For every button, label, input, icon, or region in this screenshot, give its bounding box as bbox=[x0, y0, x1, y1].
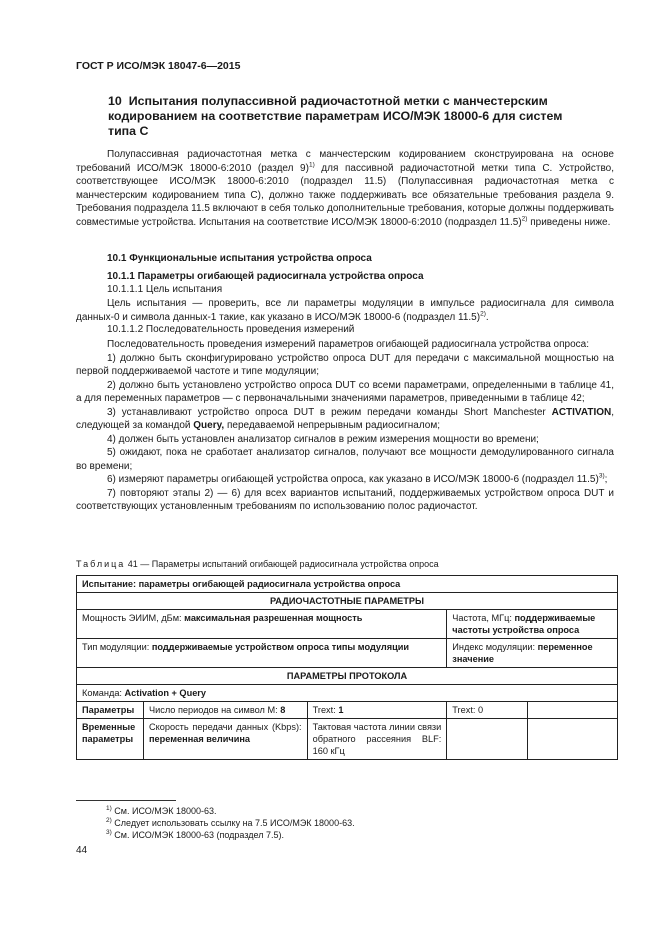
modulation-type-cell: Тип модуляции: поддерживаемые устройством опроса типы модуляции bbox=[77, 639, 447, 668]
procedure-list bbox=[76, 338, 614, 514]
intro-paragraph: Полупассивная радиочастотная метка с манчестерским кодированием сконструирована на основе требований ИСО/МЭК 18000-6:2010 (раздел 9)$^{1)}$ для пассивной радиочастотной метки типа С. Устройство, соответствующее ИСО/МЭК 18000-6:2010 (подраздел 11.5) (Полупассивная радиочастотная метка с манчестерским кодированием типа С), должно также поддерживать все обязательные требования раздела 9. Требования подраздела 11.5 включают в себя только дополнительные требования, которые должны поддерживать совместимые устройства. Испытания на соответствие ИСО/МЭК 18000-6:2010 (подраздел 11.5)$^{2)}$ приведены ниже. bbox=[76, 149, 614, 228]
footnote-3: $^{3)}$ См. ИСО/МЭК 18000-63 (подраздел 7.5). bbox=[106, 829, 284, 840]
frequency-cell: Частота, МГц: поддерживаемые частоты устройства опроса bbox=[447, 610, 618, 639]
timing-parameters-label: Временные параметры bbox=[77, 719, 144, 760]
parameters-label: Параметры bbox=[77, 702, 144, 719]
footnote-2: $^{2)}$ Следует использовать ссылку на 7.5 ИСО/МЭК 18000-63. bbox=[106, 817, 355, 828]
step-1: 1) должно быть сконфигурировано устройство опроса DUT для передачи с максимальной мощностью на первой поддерживаемой частоте и типе модуляции; bbox=[76, 352, 614, 377]
command-cell: Команда: Activation + Query bbox=[77, 685, 618, 702]
empty-cell bbox=[447, 719, 528, 760]
table-caption: Таблица 41 — Параметры испытаний огибающей радиосигнала устройства опроса bbox=[76, 559, 439, 569]
procedure-intro: Последовательность проведения измерений параметров огибающей радиосигнала устройства опроса: bbox=[107, 339, 589, 350]
power-cell: Мощность ЭИИМ, дБм: максимальная разрешенная мощность bbox=[77, 610, 447, 639]
step-2: 2) должно быть установлено устройство опроса DUT со всеми параметрами, определенными в таблице 41, а для переменных параметров — с первоначальными значениями параметров, приведенными в таблице 42; bbox=[76, 379, 614, 404]
empty-cell bbox=[528, 719, 618, 760]
table-title: Испытание: параметры огибающей радиосигнала устройства опроса bbox=[77, 576, 618, 593]
goal-paragraph: Цель испытания — проверить, все ли параметры модуляции в импульсе радиосигнала для символа данных-0 и символа данных-1 такие, как указано в ИСО/МЭК 18000-6 (подраздел 11.5)$^{2)}$. bbox=[76, 298, 614, 323]
rf-parameters-header: РАДИОЧАСТОТНЫЕ ПАРАМЕТРЫ bbox=[77, 593, 618, 610]
data-rate-cell: Скорость передачи данных (Kbps): переменная величина bbox=[143, 719, 307, 760]
subsection-10-1-1-1: 10.1.1.1 Цель испытания bbox=[107, 284, 223, 295]
trext-1-cell: Trext: 1 bbox=[307, 702, 447, 719]
subsection-10-1-1: 10.1.1 Параметры огибающей радиосигнала устройства опроса bbox=[107, 271, 424, 282]
step-5: 5) ожидают, пока не сработает анализатор сигналов, получают все мощности демодулированного сигнала во времени; bbox=[76, 447, 614, 472]
modulation-index-cell: Индекс модуляции: переменное значение bbox=[447, 639, 618, 668]
subsection-10-1-1-2: 10.1.1.2 Последовательность проведения измерений bbox=[107, 324, 355, 335]
footnote-divider bbox=[76, 800, 176, 801]
step-6: 6) измеряют параметры огибающей устройства опроса, как указано в ИСО/МЭК 18000-6 (подраздел 11.5)$^{3)}$; bbox=[107, 472, 608, 485]
test-parameters-table bbox=[76, 575, 618, 760]
section-title: 10 Испытания полупассивной радиочастотной метки с манчестерским кодированием на соответствие параметрам ИСО/МЭК 18000-6 для систем типа С bbox=[108, 94, 563, 138]
empty-cell bbox=[528, 702, 618, 719]
footnote-1: $^{1)}$ См. ИСО/МЭК 18000-63. bbox=[106, 805, 217, 816]
document-header: ГОСТ Р ИСО/МЭК 18047-6—2015 bbox=[76, 60, 241, 72]
periods-per-symbol-cell: Число периодов на символ М: 8 bbox=[143, 702, 307, 719]
step-3: 3) устанавливают устройство опроса DUT в режим передачи команды Short Manchester ACTIVATION, следующей за командой Query, передаваемой непрерывным радиосигналом; bbox=[76, 406, 614, 431]
page-number: 44 bbox=[76, 845, 88, 856]
protocol-parameters-header: ПАРАМЕТРЫ ПРОТОКОЛА bbox=[77, 668, 618, 685]
step-4: 4) должен быть установлен анализатор сигналов в режим измерения мощности во времени; bbox=[107, 433, 539, 445]
step-7: 7) повторяют этапы 2) — 6) для всех вариантов испытаний, поддерживаемых устройством опроса DUT и соответствующих установленным требованиям по использованию полос радиочастот. bbox=[76, 487, 614, 512]
blf-cell: Тактовая частота линии связи обратного рассеяния BLF: 160 кГц bbox=[307, 719, 447, 760]
trext-0-cell: Trext: 0 bbox=[447, 702, 528, 719]
subsection-10-1: 10.1 Функциональные испытания устройства опроса bbox=[107, 253, 372, 264]
